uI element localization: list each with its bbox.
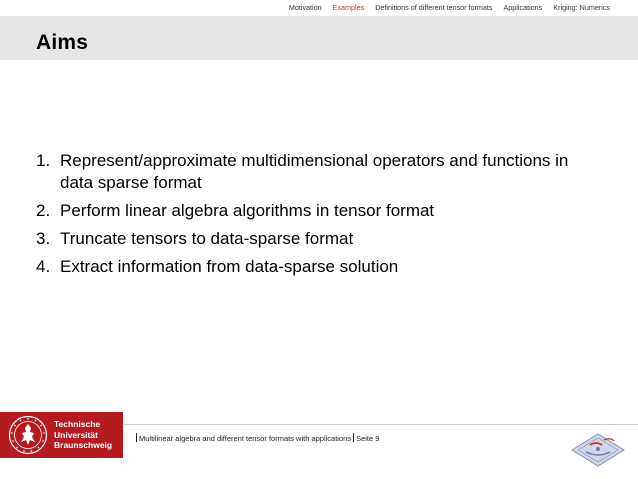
university-seal-icon <box>8 415 48 455</box>
nav-items <box>289 3 610 12</box>
list-item <box>36 150 596 194</box>
university-name-line: Universität <box>54 429 98 440</box>
university-name-line: Braunschweig <box>54 440 113 451</box>
nav-item-examples[interactable]: Examples <box>332 3 365 12</box>
footer-separator <box>353 433 354 442</box>
talk-title: Multilinear algebra and different tensor formats with applications <box>139 434 352 443</box>
footer-caption <box>134 433 379 443</box>
footer-separator <box>136 433 137 442</box>
university-name <box>54 419 112 451</box>
page-number: Seite 9 <box>356 434 380 443</box>
list-item <box>36 200 596 222</box>
list-item-number: 4. <box>36 257 51 276</box>
list-item <box>36 256 596 278</box>
title-band <box>0 16 638 60</box>
list-item-text: Perform linear algebra algorithms in tensor format <box>60 201 435 220</box>
tu-braunschweig-logo <box>0 412 123 458</box>
list-item-number: 2. <box>36 201 51 220</box>
slide-title: Aims <box>36 31 89 54</box>
nav-item-motivation[interactable]: Motivation <box>288 3 322 12</box>
list-item-text: Extract information from data-sparse solution <box>60 257 399 276</box>
nav-item-kriging[interactable]: Kriging: Numerics <box>553 3 610 12</box>
nav-item-applications[interactable]: Applications <box>503 3 543 12</box>
list-item <box>36 228 596 250</box>
scientific-computing-logo-icon <box>566 428 630 468</box>
list-item-text: Truncate tensors to data-sparse format <box>60 229 354 248</box>
list-item-number: 1. <box>36 151 51 170</box>
top-navigation <box>0 0 638 16</box>
list-item-number: 3. <box>36 229 51 248</box>
aims-list <box>36 150 596 284</box>
nav-item-definitions[interactable]: Definitions of different tensor formats <box>375 3 493 12</box>
footer-divider <box>124 424 638 425</box>
university-name-line: Technische <box>54 419 101 430</box>
list-item-text: Represent/approximate multidimensional operators and functions in data sparse format <box>60 151 569 192</box>
